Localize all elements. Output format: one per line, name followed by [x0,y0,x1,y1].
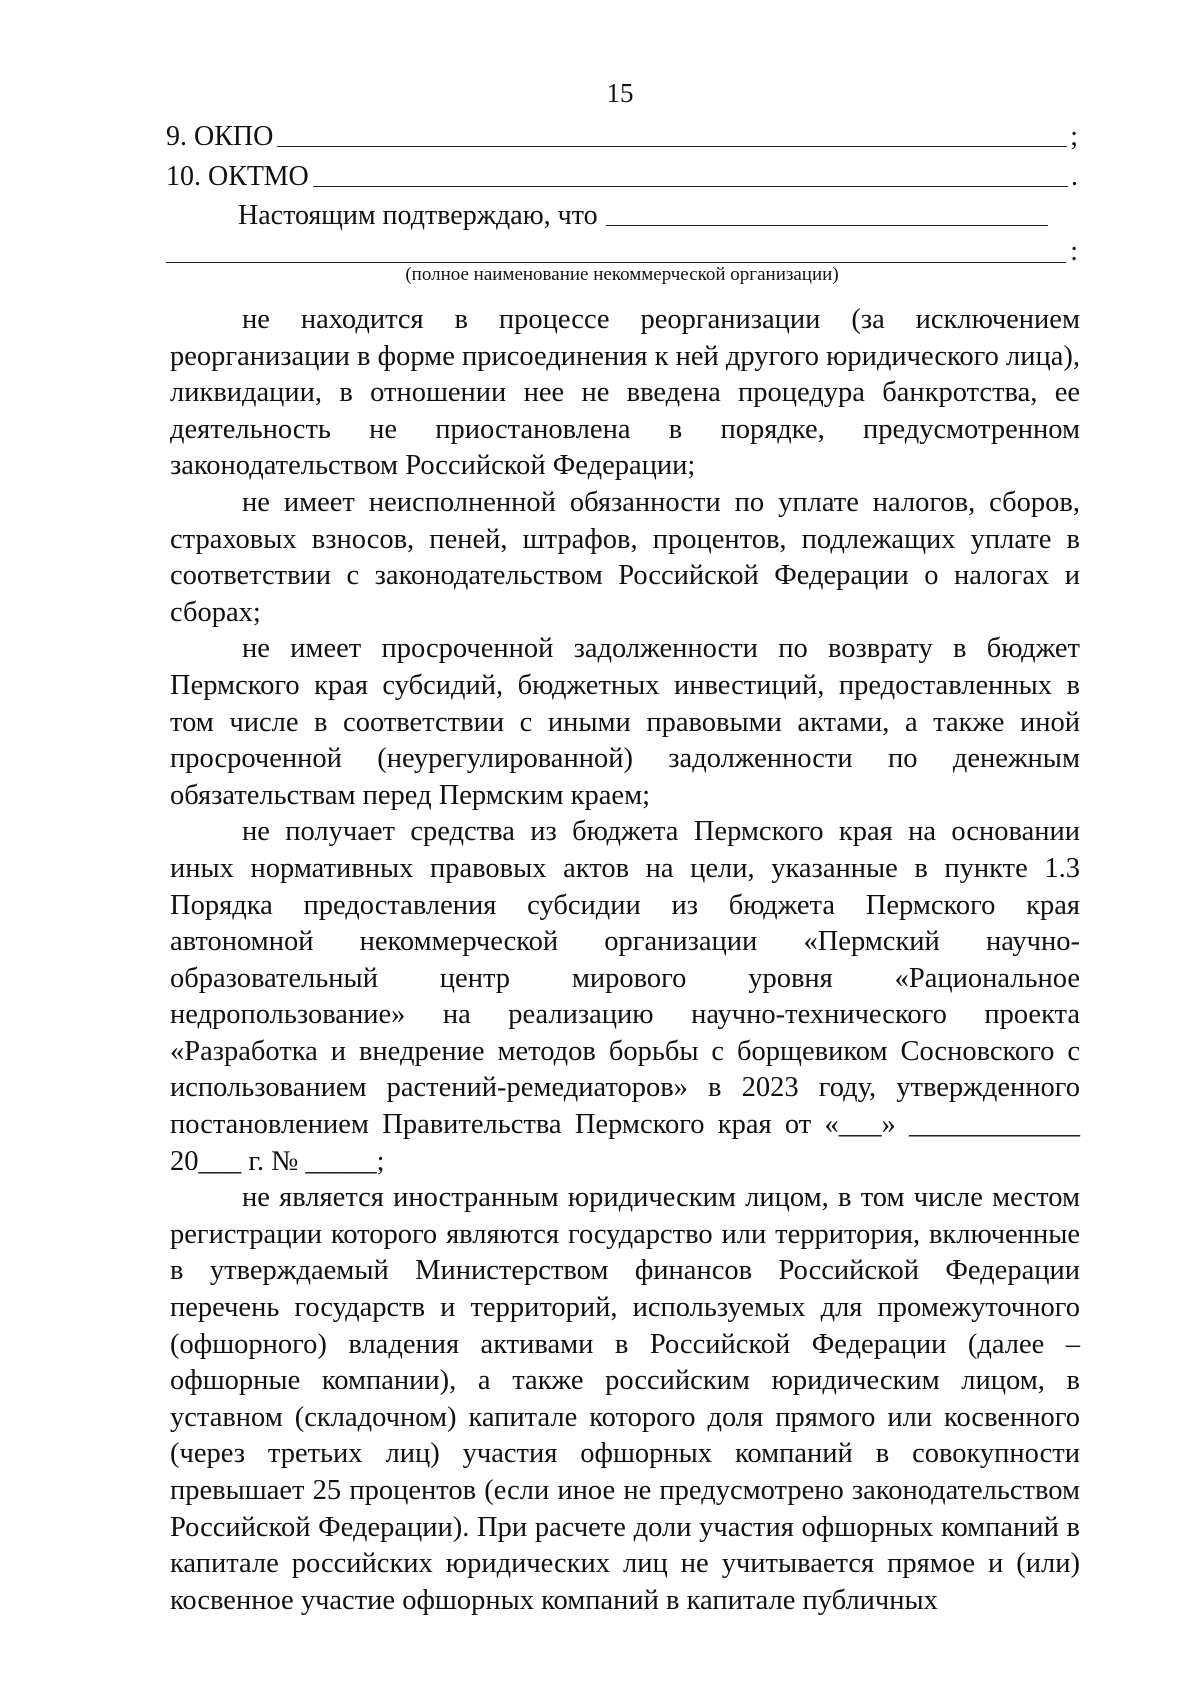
paragraph: не имеет просроченной задолженности по возврату в бюджет Пермского края субсидий, бюджетных инвестиций, предоставленных в том числе в соответствии с иными правовыми актами, а также иной просроченной (неурегулированной) задолженности по денежным обязательствам перед Пермским краем; [170,633,1080,811]
organization-blank-line-2 [166,261,1066,263]
organization-line-end-mark: : [1070,236,1078,267]
okpo-end-mark: ; [1070,121,1078,152]
confirmation-lead-text: Настоящим подтверждаю, что [238,200,598,231]
organization-blank-line-1 [606,224,1048,226]
organization-caption: (полное наименование некоммерческой организации) [405,264,839,285]
okpo-field [166,120,1078,154]
page-number: 15 [606,78,634,108]
paragraph: не имеет неисполненной обязанности по уплате налогов, сборов, страховых взносов, пеней, штрафов, процентов, подлежащих уплате в соответствии с законодательством Российской Федерации о налогах и сборах; [170,486,1080,628]
paragraph: не находится в процессе реорганизации (за исключением реорганизации в форме присоединения к ней другого юридического лица), ликвидации, в отношении нее не введена процедура банкротства, ее деятельность не приостановлена в порядке, предусмотренном законодательством Российской Федерации; [170,304,1080,482]
okpo-label: 9. ОКПО [166,121,274,152]
oktmo-label: 10. ОКТМО [166,161,309,192]
okpo-blank-line [277,145,1067,147]
oktmo-field [166,160,1078,194]
paragraph: не получает средства из бюджета Пермского края на основании иных нормативных правовых актов на цели, указанные в пункте 1.3 Порядка предоставления субсидии из бюджета Пермского края автономной некоммерческой организации «Пермский научно-образовательный центр мирового уровня «Рациональное недропользование» на реализацию научно-технического проекта «Разработка и внедрение методов борьбы с борщевиком Сосновского с использованием растений-ремедиаторов» в 2023 году, утвержденного постановлением Правительства Пермского края от «___» ____________ 20___ г. № _____; [170,816,1080,1177]
paragraph: не является иностранным юридическим лицом, в том числе местом регистрации которого являются государство или территория, включенные в утверждаемый Министерством финансов Российской Федерации перечень государств и территорий, используемых для промежуточного (офшорного) владения активами в Российской Федерации (далее – офшорные компании), а также российским юридическим лицом, в уставном (складочном) капитале которого доля прямого или косвенного (через третьих лиц) участия офшорных компаний в совокупности превышает 25 процентов (если иное не предусмотрено законодательством Российской Федерации). При расчете доли участия офшорных компаний в капитале российских юридических лиц не учитывается прямое и (или) косвенное участие офшорных компаний в капитале публичных [170,1182,1080,1616]
confirmation-line [166,199,1078,233]
oktmo-blank-line [313,185,1068,187]
document-body [170,302,1080,1619]
oktmo-end-mark: . [1071,161,1078,192]
